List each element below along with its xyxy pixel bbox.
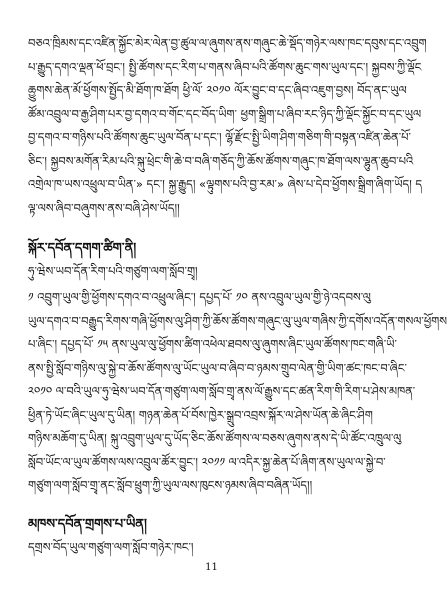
text-line: འགྲེལ་ཁ་ཡས་འཕྲུལ་བ་ཡིན་» དང་། སྐྱ་རྒྱུད། «ལྟུགས་པའི་བྱ་རམ་» ཞེས་པ་དེབ་ཕྱོགས་སྒྲིག་ཞིག་ཡོད། ད bbox=[28, 177, 423, 191]
text-line: ལྟ་ལས་ཞིབ་བཞུགས་ནས་བཞི་ཤེས་ཡོད།། bbox=[28, 200, 180, 215]
section-heading-2 bbox=[28, 514, 396, 558]
text-line: ༡ འབྲུག་ཡུལ་གྱི་ཕྱོགས་དགའ་བ་འཕྲུལ་ཞིང་། དཔྱད་པོ་ ༡༠ ནས་འབྲུལ་ཡུལ་གྱི་ཉེ་འདབས་ལུ bbox=[28, 290, 371, 304]
paragraph-bio-2 bbox=[28, 286, 447, 498]
text-line: ཅིང་། སྐྱབས་མགོན་རིམ་པའི་སྐུ་ཕྲེང་གི་ཆེ་བ་བཞི་གཅོད་ཀྱི་ཆོས་ཚོགས་གཞུང་ཁ་ཐོག་ལས་ལྷུན་ཆུབ་པའི bbox=[28, 153, 414, 168]
section-title: སྐོར་དབོན་དགག་ཚིག་ནི། bbox=[28, 241, 137, 256]
section-title: མཁས་དབོན་གྲགས་པ་ཡིན། bbox=[28, 517, 147, 532]
section-heading-1 bbox=[28, 238, 396, 282]
paragraph-bio-1 bbox=[28, 32, 427, 220]
text-line: ནས་སྤྱི་སློབ་གཉིས་ལུ་སྐྱེ་བ་ཆོས་ཚོགས་ལུ་ཡོང་ཡུལ་བ་ཞིབ་བ་ཉམས་གྲུབ་ལེན་གྱི་ཡིག་ཚང་ཁང་བ་ཞིང་ bbox=[28, 360, 407, 375]
text-line: ཚོམ་འབྲུལ་བ་རྒྱ་ཤིག་པར་བྱ་དགའ་བ་གོང་དང་བོད་ཡིག་ ཕྱག་སྒྲིག་པ་ཞིབ་རང་ཉིད་ཀྱི་ལྡོང་སྐྱོང་བ་དང་ཡུལ bbox=[28, 106, 422, 121]
text-line: ཡུལ་དགའ་བ་བརྒྱུད་རིགས་གཞི་ཕྱོགས་ལུ་ཤིག་ཀྱི་ཆོས་ཚོགས་གཞུང་ལུ་ཡུལ་གཞིས་ཀྱི་དགོས་འདོན་གསལ་ཕྱོགས bbox=[28, 313, 447, 328]
text-line: ཕྱིན་ཏེ་ཡོང་ཞིང་ཡུལ་དུ་ཡིན། གཉན་ཆེན་པོ་བོས་ཁྱེར་སྒྲུབ་འབྲས་སྐོར་ལ་ཤེས་ཡོན་ཆེ་ཞིང་ཤིག bbox=[28, 407, 373, 422]
text-line: བཅའ་ཁྲིམས་དང་འཛིན་སྐྱོང་མེར་ལེན་བྱ་ཚུལ་ལ་ཞུགས་ནས་གཞུང་ཆེ་སྡོད་གཉེར་ལས་ཁང་དབུས་དང་འབྲུག bbox=[28, 36, 427, 50]
text-line: གཙུག་ལག་སློབ་གྲྭ་ནང་སློབ་ཕྲུག་ཀྱི་ཡུལ་ལས་ཁུངས་ཉམས་ཞིབ་བཞིན་ཡོད།། bbox=[28, 478, 313, 492]
text-line: གཉིས་མཆོག་དུ་ཡིན། སྐུ་འབྲུག་ཡུལ་དུ་ཡོད་ཅིང་ཆོས་ཚོགས་ལ་བཅས་ཞུགས་ནས་དེ་ཡི་ཚོང་འཁྲུལ་ལུ bbox=[28, 431, 402, 445]
text-line: ཆྱུགས་ཆེན་མོ་ཕྱོགས་སྤྱོད་མི་ཐོག་ཁ་ཐོག ཕྱི་ལོ་ ༢༠༡༠ ལོར་བྱུང་བ་དང་ཞིབ་འཇུག་བྱས། བོད་ནང་ཡུལ bbox=[28, 83, 407, 97]
text-line: བྱ་དགའ་བ་གཉིས་པའི་ཚོགས་ཆུང་ཡུལ་བོན་པ་དང་། ལྷོ་རྫོང་སྤྱི་ཡིག་ཤིག་གཅིག་གི་བསྟན་འཛིན་ཆེན་པོ་ bbox=[28, 130, 411, 144]
text-line: པ་རྒྱུད་དགའ་ལྡན་ཕོ་བྲང་། སྤྱི་ཚོགས་དང་རིག་པ་གནས་ཞིབ་པའི་ཚོགས་ཆུང་གས་ཡུལ་དང་། སྐྱབས་ཀྱི་ལྡོང bbox=[28, 59, 422, 74]
text-line: ༢༠༡༠ ལ་བའི་ཡུལ་ཧུ་ཝེས་ཡབ་དོན་གཙུག་ལག་སློབ་གྲྭ་ནས་ལོ་རྒྱུས་དང་ཚན་རིག་གི་རིག་པ་ཤེས་མཁན་ bbox=[28, 384, 416, 398]
text-line: སློབ་ཡོང་ལ་ཡུལ་ཚོགས་ལས་འབྲུལ་ཚོར་བྱུང་། ༢༠༡༡ ལ་འདིར་སྐྱ་ཆེན་པོ་ཞིག་ནས་ཡུལ་ལ་སྐྱེ་བ་ bbox=[28, 454, 386, 469]
page-number: 11 bbox=[205, 562, 218, 573]
section-subtitle: ཧུ་ཝེས་ཡབ་དོན་རིག་པའི་གཙུག་ལག་སློབ་གྲྭ། bbox=[28, 264, 198, 278]
text-line: པ་ཞིང་། དཔྱད་པོ་ ༡༥ ནས་ཡུལ་ལུ་ཕྱོགས་ཚིག་འཕེལ་ཐབས་ལུ་ཞུགས་ཞིང་ཡུལ་ཚོགས་ཁང་གཞི་ཡི་ bbox=[28, 337, 397, 351]
section-subtitle: དགྲས་བོད་ཡུལ་གཙུག་ལག་སློབ་གཉེར་ཁང་། bbox=[28, 540, 194, 554]
